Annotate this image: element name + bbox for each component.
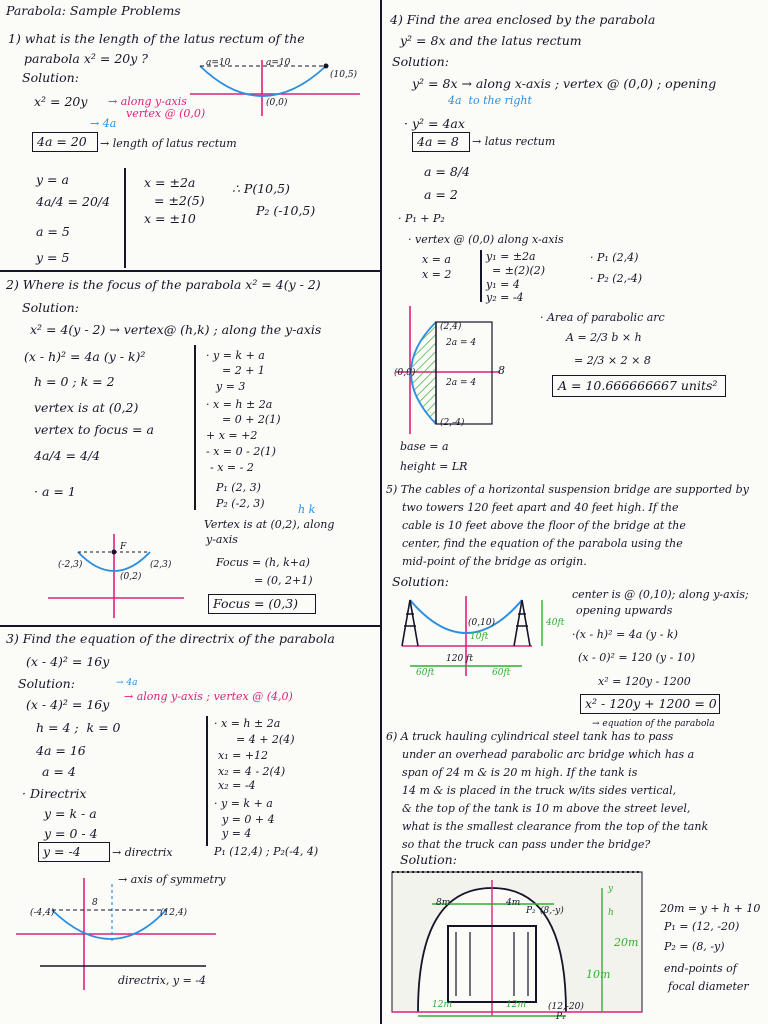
p5-label-10ft: 10ft (470, 632, 489, 642)
p4-x-2: x = 2 (422, 268, 452, 281)
p2-question: 2) Where is the focus of the parabola x² = 4(y - 2) (6, 277, 321, 292)
p1-solution-label: Solution: (22, 70, 79, 85)
p4-work-3: a = 2 (424, 187, 458, 202)
p1-answer-note: → length of latus rectum (100, 137, 237, 150)
p6-question-line6: what is the smallest clearance from the top of the tank (402, 820, 709, 833)
p3-work-5: y = k - a (44, 806, 97, 821)
p5-solution-label: Solution: (392, 574, 449, 589)
p1-separator (0, 270, 380, 272)
p3-graph-label-8: 8 (92, 898, 98, 908)
p5-question-line2: two towers 120 feet apart and 40 feet high. If the (402, 501, 679, 514)
p1-note-4a: → 4a (90, 117, 117, 130)
p3-note: → along y-axis ; vertex @ (4,0) (124, 690, 293, 703)
page-title: Parabola: Sample Problems (6, 3, 181, 18)
p4-solution-label: Solution: (392, 54, 449, 69)
p5-question-line4: center, find the equation of the parabola using the (402, 537, 683, 550)
p3-graph-label-p2: (-4,4) (30, 908, 55, 918)
p4-work-1: · y² = 4ax (404, 116, 465, 131)
p6-label-p1: P₁ (556, 1012, 566, 1022)
p3-work-6: y = 0 - 4 (44, 826, 98, 841)
p2-parabola-graph (48, 530, 186, 620)
p2-work-4: vertex to focus = a (34, 422, 154, 437)
p2-hk-note: h k (298, 503, 316, 516)
p5-right-3: ·(x - h)² = 4a (y - k) (572, 628, 678, 641)
p4-base: base = a (400, 440, 449, 453)
p4-y-3: y₁ = 4 (486, 278, 520, 291)
p5-label-60ft-left: 60ft (416, 668, 435, 678)
p1-question-line2: parabola x² = 20y ? (24, 51, 148, 66)
p4-latus-value: 4a = 8 (417, 134, 459, 149)
p2-work-divider (194, 345, 196, 510)
p3-graph-label-axis: → axis of symmetry (118, 873, 226, 886)
p3-equation: (x - 4)² = 16y (26, 697, 110, 712)
p6-right-1: 20m = y + h + 10 (660, 902, 761, 915)
p2-right-2: = 2 + 1 (222, 364, 265, 377)
p4-x-1: x = a (422, 253, 451, 266)
p3-work-1: h = 4 ; k = 0 (36, 720, 121, 735)
p4-points-head: · P₁ + P₂ (398, 212, 445, 225)
p5-answer-box (580, 694, 720, 714)
p4-xy-divider (480, 250, 482, 302)
p1-work-x-2: = ±2(5) (154, 193, 205, 208)
p4-area-2: A = 2/3 b × h (566, 331, 642, 344)
p2-separator (0, 625, 380, 627)
p6-solution-label: Solution: (400, 852, 457, 867)
p6-question-line3: span of 24 m & is 20 m high. If the tank is (402, 766, 638, 779)
p3-answer: y = -4 (43, 844, 81, 859)
p4-line1: y² = 8x → along x-axis ; vertex @ (0,0) ; opening (412, 76, 717, 91)
p5-answer: x² - 120y + 1200 = 0 (585, 696, 717, 711)
p4-area-answer: A = 10.666666667 units² (558, 378, 718, 393)
p2-graph-label-vertex: (0,2) (120, 572, 142, 582)
p1-point-1: ∴ P(10,5) (232, 181, 290, 196)
p4-height: height = LR (400, 460, 468, 473)
p4-question-line2: y² = 8x and the latus rectum (400, 33, 582, 48)
p2-right-6: + x = +2 (206, 429, 258, 442)
p2-right-3: y = 3 (216, 380, 246, 393)
p1-parabola-curve (200, 66, 326, 96)
p3-answer-box (38, 842, 110, 862)
p4-graph-label-p2: (2,-4) (440, 418, 465, 428)
p4-work-2: a = 8/4 (424, 164, 470, 179)
p5-right-5: x² = 120y - 1200 (598, 675, 691, 688)
p3-right-9: P₁ (12,4) ; P₂(-4, 4) (214, 845, 319, 858)
p3-right-4: x₂ = 4 - 2(4) (218, 765, 286, 778)
p2-graph-label-focus: F (120, 542, 127, 552)
p3-right-3: x₁ = +12 (218, 749, 269, 762)
p1-question-line1: 1) what is the length of the latus rectum of the (8, 31, 305, 46)
p3-work-2: 4a = 16 (36, 743, 86, 758)
p4-graph-label-p1: (2,4) (440, 322, 462, 332)
p5-right-2: opening upwards (576, 604, 673, 617)
p3-graph-label-directrix: directrix, y = -4 (118, 974, 207, 987)
p5-right-1: center is @ (0,10); along y-axis; (572, 588, 749, 601)
p4-y-4: y₂ = -4 (486, 291, 524, 304)
p2-work-3: vertex is at (0,2) (34, 400, 139, 415)
p2-right-4: · x = h ± 2a (206, 398, 273, 411)
p6-question-line4: 14 m & is placed in the truck w/its sides vertical, (402, 784, 677, 797)
p2-right-9: P₁ (2, 3) (216, 481, 261, 494)
p3-work-4: · Directrix (22, 786, 87, 801)
p3-question-line1: 3) Find the equation of the directrix of the parabola (6, 631, 335, 646)
p5-answer-note: → equation of the parabola (592, 719, 715, 729)
p4-latus-box (412, 132, 470, 152)
p5-question-line1: 5) The cables of a horizontal suspension bridge are supported by (386, 483, 749, 496)
p6-label-10m: 10m (586, 968, 611, 981)
p6-right-4: end-points of (664, 962, 737, 975)
p6-question-line1: 6) A truck hauling cylindrical steel tank has to pass (386, 730, 674, 743)
p3-right-1: · x = h ± 2a (214, 717, 281, 730)
p1-work-a-4: y = 5 (36, 250, 70, 265)
p4-area-box (552, 375, 726, 397)
p1-graph-label-origin: (0,0) (266, 98, 288, 108)
p4-y-1: y₁ = ±2a (486, 250, 536, 263)
p3-right-7: y = 0 + 4 (222, 813, 275, 826)
p1-point-2: P₂ (-10,5) (256, 203, 316, 218)
p2-graph-label-p2: (-2,3) (58, 560, 83, 570)
p1-work-x-3: x = ±10 (144, 211, 196, 226)
p5-label-120ft: 120 ft (446, 654, 473, 664)
p3-question-line2: (x - 4)² = 16y (26, 654, 110, 669)
p3-solution-label: Solution: (18, 676, 75, 691)
p3-work-divider (206, 716, 208, 846)
p2-right-10: P₂ (-2, 3) (216, 497, 265, 510)
p5-label-vertex: (0,10) (468, 618, 496, 628)
p2-right-5: = 0 + 2(1) (222, 413, 281, 426)
p2-work-5: 4a/4 = 4/4 (34, 448, 101, 463)
p6-label-12m-left: 12m (432, 1000, 452, 1010)
p6-label-h: h (608, 908, 614, 918)
p1-graph-label-a1: a=10 (206, 58, 231, 68)
p3-note-4a: → 4a (116, 678, 138, 688)
p1-graph-label-a2: a=10 (266, 58, 291, 68)
p3-graph-label-p1: (12,4) (160, 908, 188, 918)
p1-equation: x² = 20y (34, 94, 88, 109)
p2-right-1: · y = k + a (206, 349, 265, 362)
p6-label-4m: 4m (506, 898, 521, 908)
p6-label-y: y (608, 884, 614, 894)
p5-question-line5: mid-point of the bridge as origin. (402, 555, 587, 568)
p1-point-marker (324, 64, 329, 69)
column-divider (380, 0, 382, 1024)
p1-answer: 4a = 20 (37, 134, 87, 149)
p4-question-line1: 4) Find the area enclosed by the parabola (390, 12, 656, 27)
p5-label-40ft: 40ft (546, 618, 565, 628)
p3-right-2: = 4 + 2(4) (236, 733, 295, 746)
p1-note-axis: → along y-axis (108, 95, 187, 108)
p1-answer-box (32, 132, 98, 152)
p1-work-x-1: x = ±2a (144, 175, 196, 190)
p2-focus-point (112, 550, 117, 555)
p4-y-2: = ±(2)(2) (492, 264, 546, 277)
p4-area-1: · Area of parabolic arc (540, 311, 665, 324)
p2-answer-box (208, 594, 316, 614)
p4-p2: · P₂ (2,-4) (590, 272, 643, 285)
p2-work-6: · a = 1 (34, 484, 76, 499)
p4-graph-label-origin: (0,0) (394, 368, 416, 378)
p6-question-line7: so that the truck can pass under the bridge? (402, 838, 651, 851)
p6-label-8m: 8m (436, 898, 451, 908)
p4-latus-note: → latus rectum (472, 135, 556, 148)
p1-work-divider (124, 168, 126, 268)
p5-question-line3: cable is 10 feet above the floor of the bridge at the (402, 519, 686, 532)
p3-answer-note: → directrix (112, 846, 173, 859)
p3-right-5: x₂ = -4 (218, 779, 256, 792)
p6-label-12m-right: 12m (506, 1000, 526, 1010)
p4-graph-label-2a-bottom: 2a = 4 (446, 378, 477, 388)
p4-vertex-note: · vertex @ (0,0) along x-axis (408, 233, 564, 246)
p3-right-8: y = 4 (222, 827, 252, 840)
p2-work-2: h = 0 ; k = 2 (34, 374, 115, 389)
p2-graph-label-p1: (2,3) (150, 560, 172, 570)
p4-line2: 4a to the right (448, 94, 532, 107)
p6-question-line2: under an overhead parabolic arc bridge which has a (402, 748, 695, 761)
p2-focus-work-2: = (0, 2+1) (254, 574, 313, 587)
p6-label-p2: P₂ (526, 906, 536, 916)
p3-right-6: · y = k + a (214, 797, 273, 810)
p4-graph-label-2a-top: 2a = 4 (446, 338, 477, 348)
p1-work-a-3: a = 5 (36, 224, 70, 239)
p5-label-60ft-right: 60ft (492, 668, 511, 678)
p2-line1: x² = 4(y - 2) → vertex@ (h,k) ; along the y-axis (30, 322, 322, 337)
p1-note-vertex: vertex @ (0,0) (126, 107, 206, 120)
p2-solution-label: Solution: (22, 300, 79, 315)
p2-right-7: - x = 0 - 2(1) (206, 445, 276, 458)
p3-work-3: a = 4 (42, 764, 76, 779)
p6-question-line5: & the top of the tank is 10 m above the street level, (402, 802, 691, 815)
p6-right-3: P₂ = (8, -y) (664, 940, 725, 953)
p4-graph-label-8: 8 (498, 364, 505, 377)
p4-p1: · P₁ (2,4) (590, 251, 639, 264)
p2-right-8: - x = - 2 (210, 461, 254, 474)
p6-right-2: P₁ = (12, -20) (664, 920, 740, 933)
p6-label-p2-coords: (8,-y) (540, 906, 564, 916)
p2-work-1: (x - h)² = 4a (y - k)² (24, 349, 146, 364)
p1-work-a-2: 4a/4 = 20/4 (36, 194, 111, 209)
p2-answer: Focus = (0,3) (213, 596, 299, 611)
p6-label-20m: 20m (614, 936, 639, 949)
p2-vertex-note-1: Vertex is at (0,2), along (204, 518, 335, 531)
p2-focus-work-1: Focus = (h, k+a) (216, 556, 310, 569)
p1-graph-label-p: (10,5) (330, 70, 358, 80)
p6-right-5: focal diameter (668, 980, 749, 993)
p4-area-3: = 2/3 × 2 × 8 (574, 354, 651, 367)
p2-vertex-note-2: y-axis (206, 533, 238, 546)
p5-right-4: (x - 0)² = 120 (y - 10) (578, 651, 696, 664)
p1-work-a-1: y = a (36, 172, 69, 187)
p6-label-p1-coords: (12,-20) (548, 1002, 584, 1012)
